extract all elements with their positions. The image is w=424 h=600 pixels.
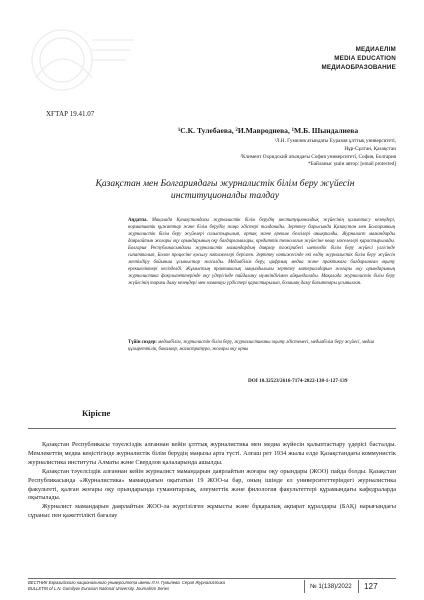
abstract-label: Аңдатпа. [128,218,148,223]
body-paragraph: Журналист мамандарын даярлайтын ЖОО-ла жүргізілген жұмысты және бұқаралық ақпарат құралдары (БАҚ) нарығындағы сұраныс пен қажеттілікті бағалау [28,503,396,520]
body-text [28,441,396,521]
journal-name-line: BULLETIN of L.N. Gumilyov Eurasian National University. Journalism Series [28,586,170,591]
rubric-english: MEDIA EDUCATION [334,55,396,62]
journal-emblem [22,20,140,100]
section-heading: Кіріспе [82,408,111,418]
affiliation-line: Нұр-Сұлтан, Қазақстан [344,145,396,152]
body-paragraph: Қазақстан Республикасы тәуелсіздік алғаннан кейін ұлттық журналистика мен медиа жүйесін қалыптастыру үдерісі басталды. Мемлекеттің медиа кеңістігінде журналистік білім берудің маңызы арта түсті. Алғаш рет 1934 жылы елде Қазақстандағы коммунистік журналистика институты Алматы және Свердлов қалаларында ашылды. [28,441,396,466]
corresponding-author: *Байланыс үшін автор: [email protected] [308,161,396,168]
keywords [128,340,395,354]
affiliation-line: ²Климент Охридский атындағы София университеті, София, Болгария [240,153,396,160]
journal-name [28,580,225,592]
page-number: 127 [364,582,378,591]
affiliation-line: ¹Л.Н. Гумилев атындағы Еуразия ұлттық университеті, [274,138,396,144]
journal-rubric [321,45,396,72]
classification-code: ХҒТАР 19.41.07 [46,110,95,118]
affiliations [170,138,396,169]
footer-separator [304,580,305,593]
keywords-text: медиабілім, журналистік білім беру, журналистиканы оқыту әдістемесі, медиабілім беру жүйесі, медиа құзыреттілік, бакалавр, магистратура, жоғары оқу орны [128,340,375,352]
journal-name-line: ВЕСТНИК Евразийского национального университета имени Л.Н. Гумилева. Серия Журналистика [28,580,225,585]
authors-line: ¹С.К. Тулебаева, ²И.Мавродиева, ¹М.Б. Шындалиева [178,126,359,135]
rubric-kazakh: МЕДИАЕЛІМ [355,46,396,53]
abstract-text: Мақалада Қазақстандағы журналистік білім берудің институционалдық жүйесінің қалыптасу кезеңдері, нормативтік құжаттар және білім берудің жаңа әдістері талданады. Зерттеу барысында Қазақстан мен Болгарияның журналистік білім беру жүйелері салыстырылып, ортақ және ерекше белгілері анықталды. Журналист мамандарды даярлайтын жоғары оқу орындарының оқу бағдарламалары, кредиттік технология жүйесіне көшу мәселелері қарастырылады. Болгария Республикасындағы журналистік мамандардың даярлау тәжірибесі шетелдік білім беру жүйесі үлгісінде сипатталып, Болон процесіне қосылу нәтижелері берілген. Зерттеу нәтижесінде екі елдің журналистік білім беру жүйесін жетілдіру бойынша ұсыныстар жасалды. Медиабілім беру, цифрлық медиа және практикаға бағдарланған оқыту ерекшеліктері негізделді. Жұмыстың практикалық маңыздылығы зерттеу материалдарын жоғары оқу орындарының журналистика факультеттерінде оқу үдерісінде пайдалану мүмкіндігімен айқындалады. Мақалада журналистік білім беру жүйесінің тарихи даму кезеңдері мен заманауи үрдістері қарастырылып, болашақ даму бағыттары ұсынылған. [128,218,395,286]
issue-number: № 1(138)/2022 [310,583,352,590]
rubric-russian: МЕДИАОБРАЗОВАНИЕ [321,64,396,71]
body-paragraph: Қазақстан тәуелсіздік алғаннан кейін журналист мамандарын даярлайтын жоғары оқу орындары (ЖОО) пайда болды. Қазақстан Республикасында «Журналистика» мамандығын оқытатын 19 ЖОО-ы бар, оның ішінде ел университеттеріндегі журналистика факультеті, қалған жоғары оқу орындарында гуманитарлық, әлеуметтік және филология факультеттері құрамындағы кафедраларда оқытылады. [28,467,396,502]
footer-divider [28,578,396,579]
section-divider [28,428,396,429]
abstract [128,218,395,288]
article-title: Қазақстан мен Болгариядағы журналистік білім беру жүйесін институционалды талдау [95,178,355,201]
keywords-label: Түйін сөздер: [128,340,157,345]
doi: DOI 10.32523/2616-7174-2022-138-1-127-139 [248,378,348,384]
footer-separator [358,580,359,593]
